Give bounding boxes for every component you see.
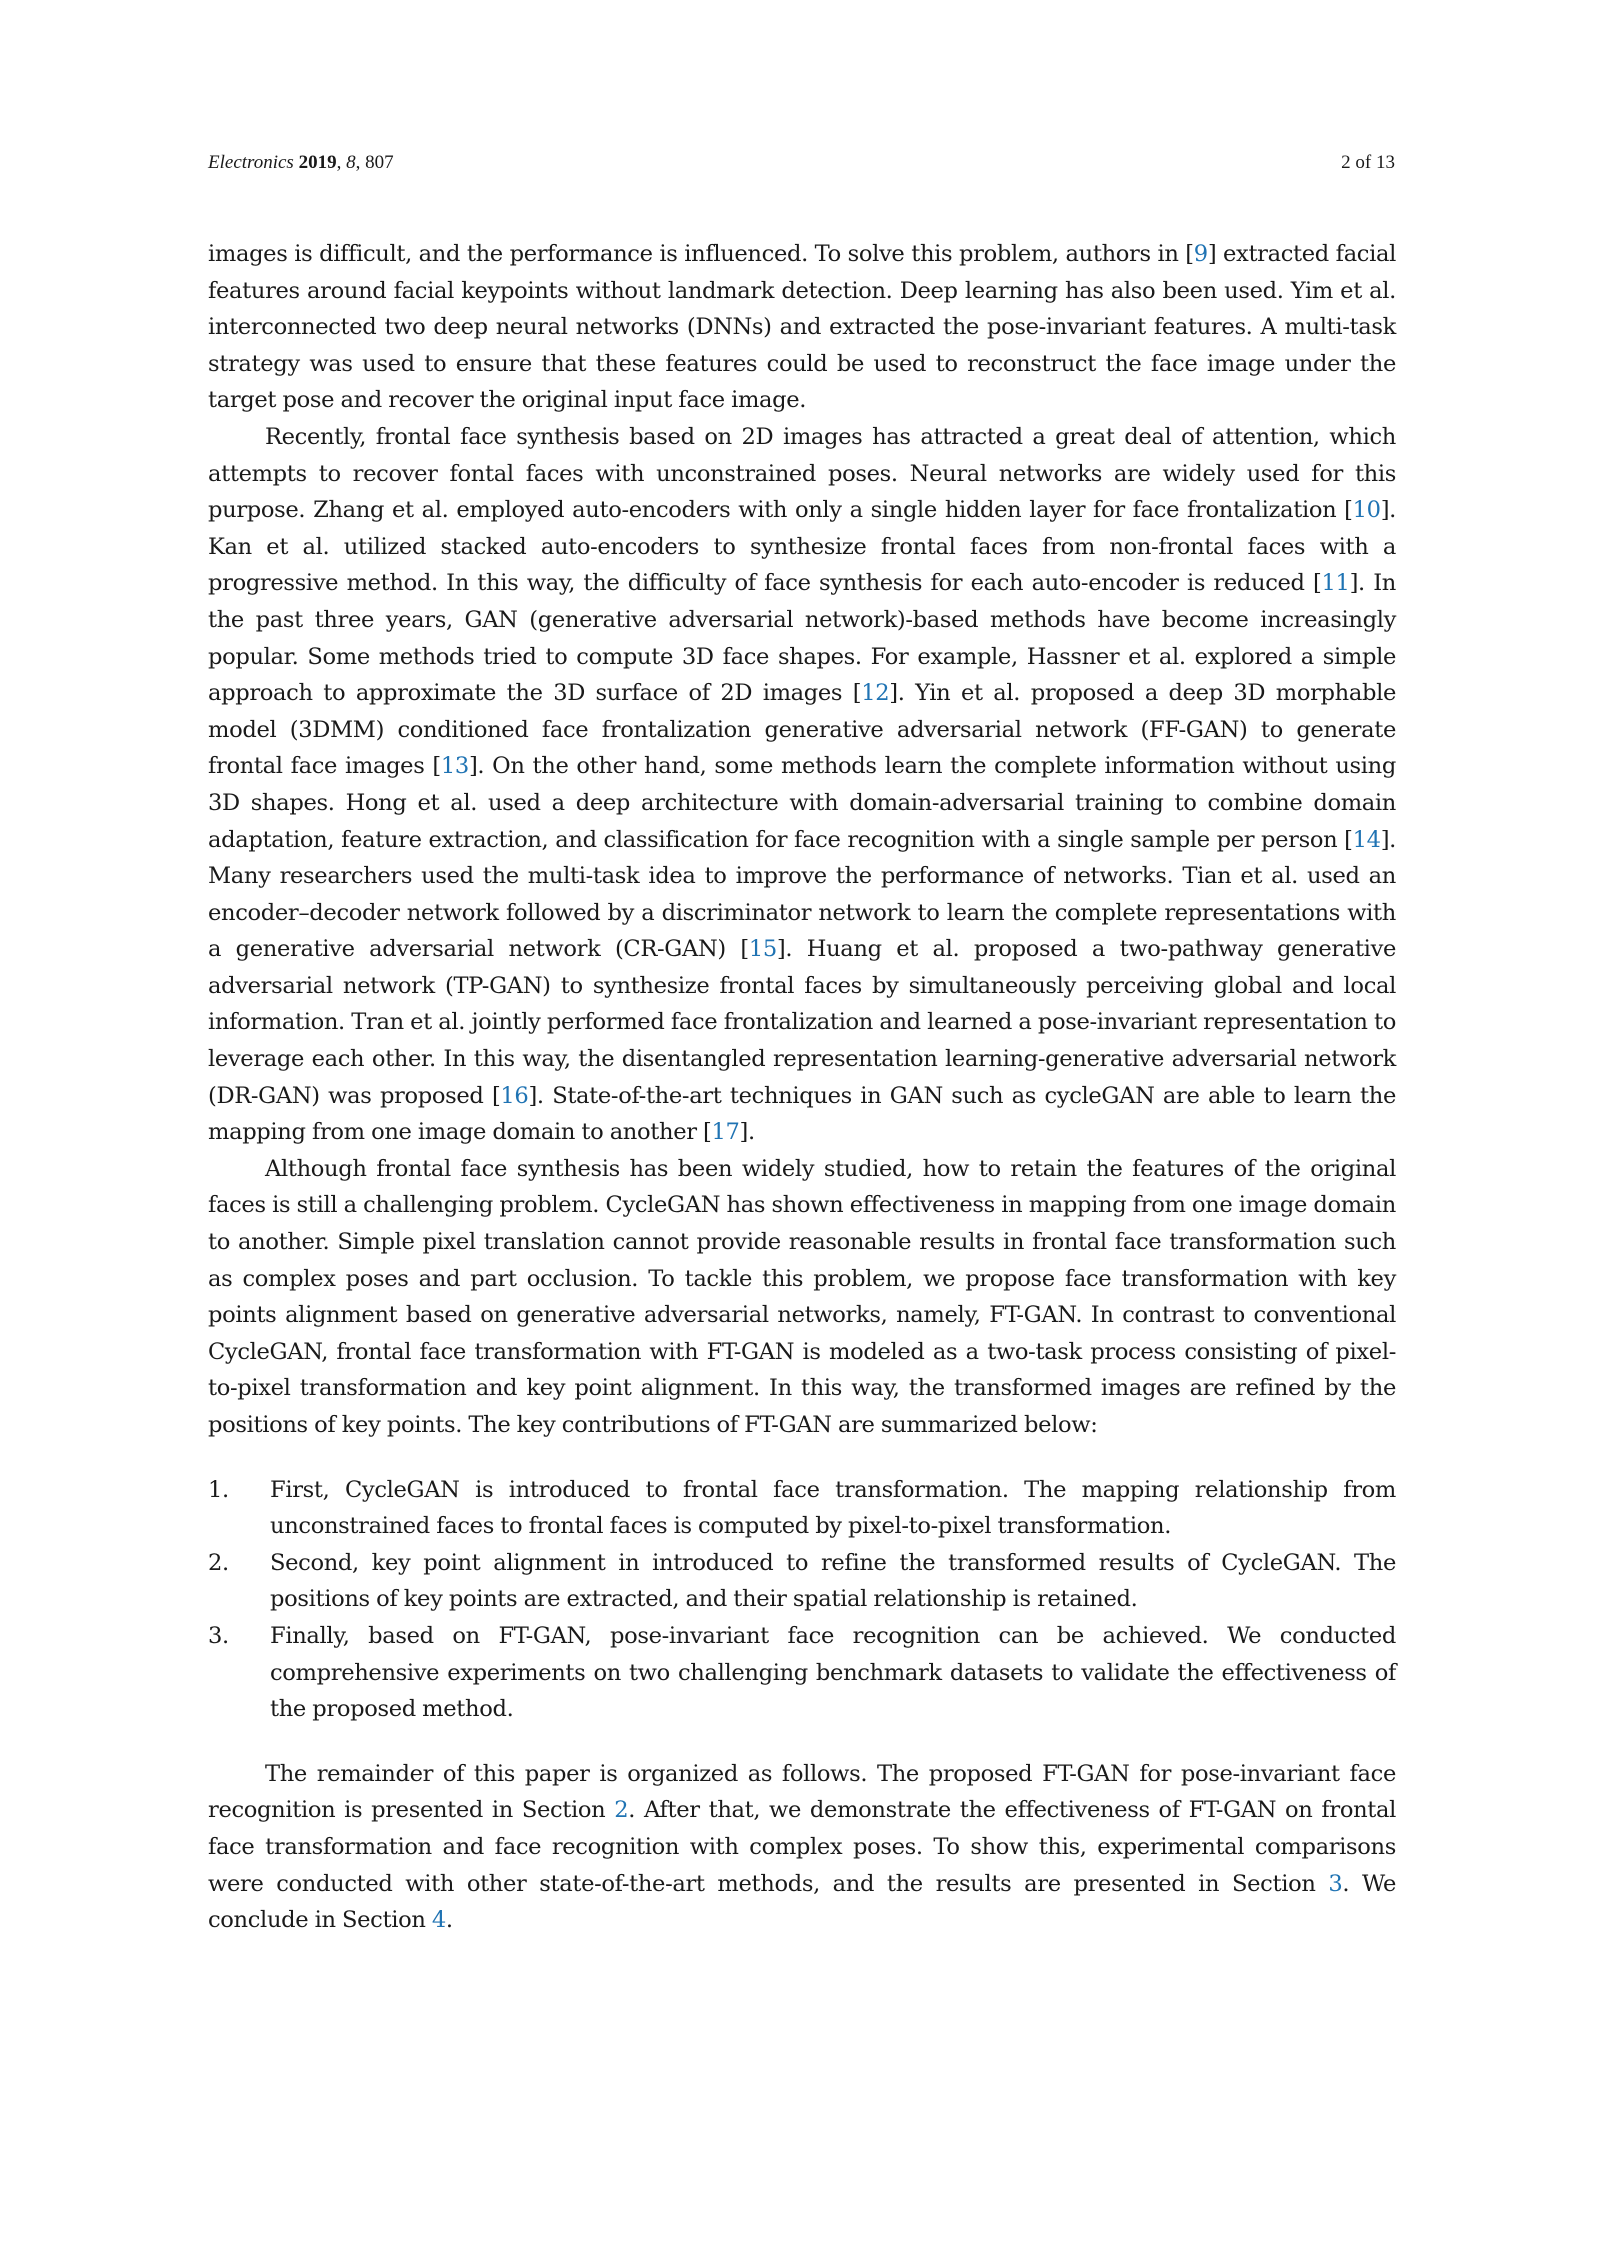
text-run: ]. Yin et al. proposed a deep 3D morphable model (3DMM) conditioned face frontalization generative adversarial network (FF-GAN) to generate frontal face images [ (208, 680, 1396, 780)
body-text (208, 236, 1396, 1939)
citation-link[interactable]: 16 (500, 1082, 529, 1109)
text-run: images is difficult, and the performance is influenced. To solve this problem, authors in [ (208, 241, 1194, 267)
list-item-text: Finally, based on FT-GAN, pose-invariant face recognition can be achieved. We conducted comprehensive experiments on two challenging benchmark datasets to validate the effectiveness of the proposed method. (270, 1622, 1396, 1723)
list-item-text: First, CycleGAN is introduced to frontal face transformation. The mapping relationship from unconstrained faces to frontal faces is computed by pixel-to-pixel transformation. (270, 1476, 1396, 1540)
paragraph-3: Although frontal face synthesis has been widely studied, how to retain the features of the original faces is still a challenging problem. CycleGAN has shown effectiveness in mapping from one image domain to another. Simple pixel translation cannot provide reasonable results in frontal face transformation such as complex poses and part occlusion. To tackle this problem, we propose face transformation with key points alignment based on generative adversarial networks, namely, FT-GAN. In contrast to conventional CycleGAN, frontal face transformation with FT-GAN is modeled as a two-task process consisting of pixel-to-pixel transformation and key point alignment. In this way, the transformed images are refined by the positions of key points. The key contributions of FT-GAN are summarized below: (208, 1155, 1396, 1438)
text-run: ]. Kan et al. utilized stacked auto-encoders to synthesize frontal faces from non-frontal faces with a progressive method. In this way, the difficulty of face synthesis for each auto-encoder is reduced [ (208, 497, 1396, 597)
text-run: ]. In the past three years, GAN (generative adversarial network)-based methods have become increasingly popular. Some methods tried to compute 3D face shapes. For example, Hassner et al. explored a simple approach to approximate the 3D surface of 2D images [ (208, 570, 1397, 707)
section-link[interactable]: 4 (431, 1907, 446, 1934)
text-run: ]. (739, 1119, 755, 1146)
journal-name: Electronics (208, 152, 294, 173)
contributions-list (208, 1472, 1396, 1728)
citation-link[interactable]: 15 (748, 936, 777, 963)
text-run: ] extracted facial features around facial keypoints without landmark detection. Deep learning has also been used. Yim et al. interconnected two deep neural networks (DNNs) and extracted the pose-invariant features. A multi-task strategy was used to ensure that these features could be used to reconstruct the face image under the target pose and recover the original input face image. (208, 241, 1396, 414)
list-item (208, 1618, 1396, 1728)
list-number: 2. (208, 1549, 229, 1576)
article-number: 807 (365, 152, 394, 173)
list-item (208, 1472, 1396, 1545)
text-run: ]. Many researchers used the multi-task idea to improve the performance of networks. Tian et al. used an encoder–decoder network followed by a discriminator network to learn the complete representations with a generative adversarial network (CR-GAN) [ (208, 826, 1396, 963)
section-link[interactable]: 2 (614, 1797, 629, 1824)
citation-link[interactable]: 13 (440, 753, 469, 780)
citation-link[interactable]: 17 (711, 1119, 740, 1146)
paragraph-2 (208, 419, 1396, 1151)
list-item (208, 1545, 1396, 1618)
text-run: . After that, we demonstrate the effectiveness of FT-GAN on frontal face transformation and face recognition with complex poses. To show this, experimental comparisons were conducted with other state-of-the-art methods, and the results are presented in Section (208, 1797, 1396, 1897)
list-item-text: Second, key point alignment in introduced to refine the transformed results of CycleGAN. The positions of key points are extracted, and their spatial relationship is retained. (270, 1549, 1396, 1613)
section-link[interactable]: 3 (1328, 1870, 1343, 1897)
text-run: . (445, 1907, 453, 1934)
text-run: The remainder of this paper is organized as follows. The proposed FT-GAN for pose-invariant face recognition is presented in Section (208, 1760, 1396, 1824)
journal-year: 2019 (298, 152, 337, 173)
text-run: . We conclude in Section (208, 1870, 1396, 1934)
list-number: 3. (208, 1622, 229, 1649)
citation-link[interactable]: 9 (1193, 241, 1208, 267)
paragraph-1 (208, 236, 1396, 419)
paragraph-4 (208, 1756, 1396, 1939)
citation-link[interactable]: 10 (1352, 497, 1381, 524)
text-run: ]. State-of-the-art techniques in GAN such as cycleGAN are able to learn the mapping from one image domain to another [ (208, 1082, 1396, 1146)
text-run: ]. On the other hand, some methods learn the complete information without using 3D shapes. Hong et al. used a deep architecture with domain-adversarial training to combine domain adaptation, feature extraction, and classification for face recognition with a single sample per person [ (208, 753, 1396, 853)
citation-link[interactable]: 14 (1352, 826, 1381, 853)
list-number: 1. (208, 1476, 229, 1503)
text-run: Recently, frontal face synthesis based on 2D images has attracted a great deal of attention, which attempts to recover fontal faces with unconstrained poses. Neural networks are widely used for this purpose. Zhang et al. employed auto-encoders with only a single hidden layer for face frontalization [ (208, 423, 1396, 524)
journal-volume: 8 (346, 152, 356, 173)
page-header (208, 150, 1395, 176)
citation-link[interactable]: 11 (1321, 570, 1350, 597)
text-run: ]. Huang et al. proposed a two-pathway generative adversarial network (TP-GAN) to synthesize frontal faces by simultaneously perceiving global and local information. Tran et al. jointly performed face frontalization and learned a pose-invariant representation to leverage each other. In this way, the disentangled representation learning-generative adversarial network (DR-GAN) was proposed [ (208, 936, 1396, 1109)
page-number: 2 of 13 (1341, 152, 1395, 173)
running-head: Electronics 2019, 8, 807 (208, 152, 394, 173)
citation-link[interactable]: 12 (861, 680, 890, 707)
